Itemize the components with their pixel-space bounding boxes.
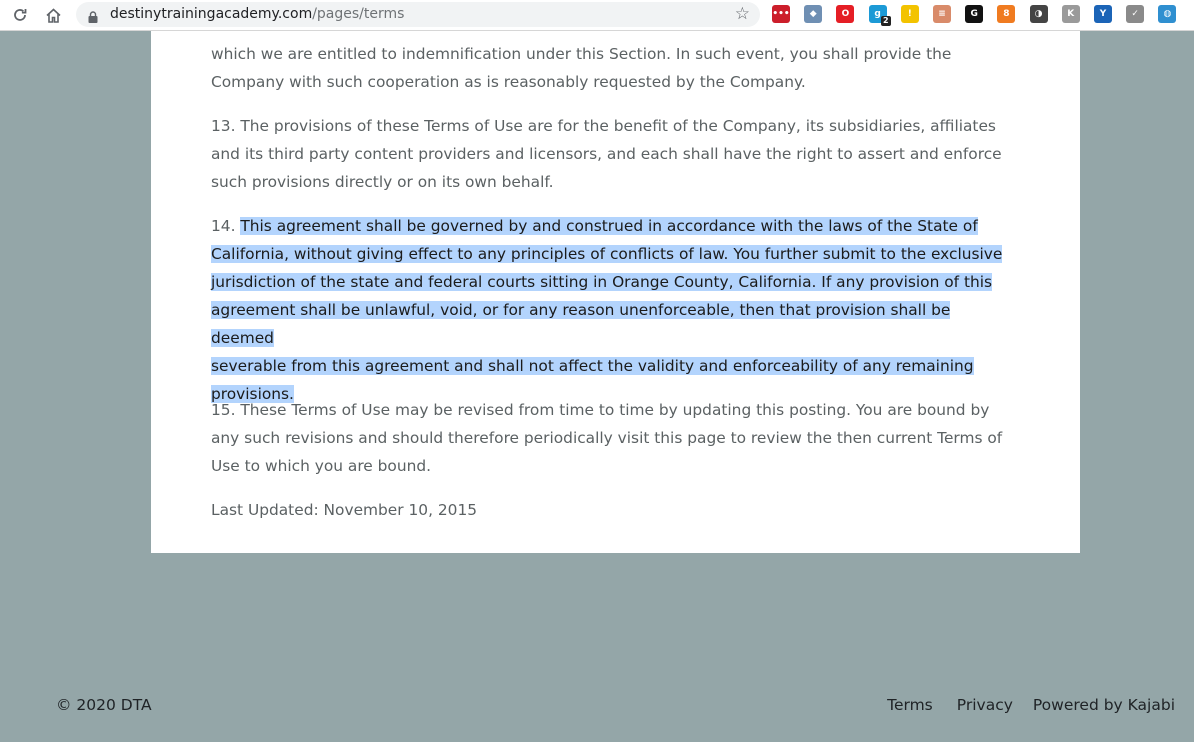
footer-terms-link[interactable]: Terms [887,696,933,714]
layers-icon[interactable]: ≡ [933,5,951,23]
opera-icon[interactable]: O [836,5,854,23]
selected-text-line: severable from this agreement and shall not affect the validity and enforceability of any remaining [211,357,974,375]
url-text [110,6,404,22]
selected-text-line: California, without giving effect to any principles of conflicts of law. You further submit to the exclusive [211,245,1003,263]
ghostery-icon[interactable]: g 2 [869,5,887,23]
url-path: /pages/terms [312,6,405,22]
paragraph-15: 15. These Terms of Use may be revised from time to time by updating this posting. You are bound by any such revisions and should therefore periodically visit this page to review the then current Terms of Use to which you are bound. [211,401,1003,475]
home-icon[interactable] [42,4,64,26]
paragraph-12-tail: which we are entitled to indemnification under this Section. In such event, you shall provide the Company with such cooperation as is reasonably requested by the Company. [211,45,952,91]
globe-icon[interactable]: ◍ [1158,5,1176,23]
mask-icon[interactable]: ◑ [1030,5,1048,23]
extension-badge: 2 [883,16,889,25]
vpn-icon[interactable]: Y [1094,5,1112,23]
lock-icon [88,8,98,20]
lastpass-icon[interactable]: ••• [772,5,790,23]
reload-icon[interactable] [9,4,31,26]
paragraph-13: 13. The provisions of these Terms of Use are for the benefit of the Company, its subsidiaries, affiliates and its third party content providers and licensors, and each shall have the right to assert and enforce such provisions directly or on its own behalf. [211,117,1002,191]
address-bar[interactable] [76,2,760,27]
selected-text-line: agreement shall be unlawful, void, or for any reason unenforceable, then that provision shall be deemed [211,301,951,347]
last-updated: Last Updated: November 10, 2015 [211,501,478,519]
footer-copyright: © 2020 DTA [56,696,152,714]
selected-text-line: This agreement shall be governed by and construed in accordance with the laws of the State of [240,217,978,235]
dropbox-icon[interactable]: ◆ [804,5,822,23]
keyhole-icon[interactable]: 8 [997,5,1015,23]
warning-icon[interactable]: ! [901,5,919,23]
paragraph-14-number: 14. [211,217,241,235]
bookmark-star-icon[interactable]: ☆ [734,4,750,24]
check-icon[interactable]: ✓ [1126,5,1144,23]
url-domain: destinytrainingacademy.com [110,6,313,22]
paragraph-14 [211,212,1011,408]
browser-toolbar [0,0,1194,31]
selected-text-line: provisions. [211,385,294,403]
selected-text-line: jurisdiction of the state and federal courts sitting in Orange County, California. If any provision of this [211,273,993,291]
terms-content-card [151,31,1080,553]
grammarly-icon[interactable]: G [965,5,983,23]
puzzle-icon[interactable]: K [1062,5,1080,23]
footer-powered-by-link[interactable]: Powered by Kajabi [1032,696,1175,714]
footer-links [887,696,1175,714]
footer-privacy-link[interactable]: Privacy [956,696,1013,714]
